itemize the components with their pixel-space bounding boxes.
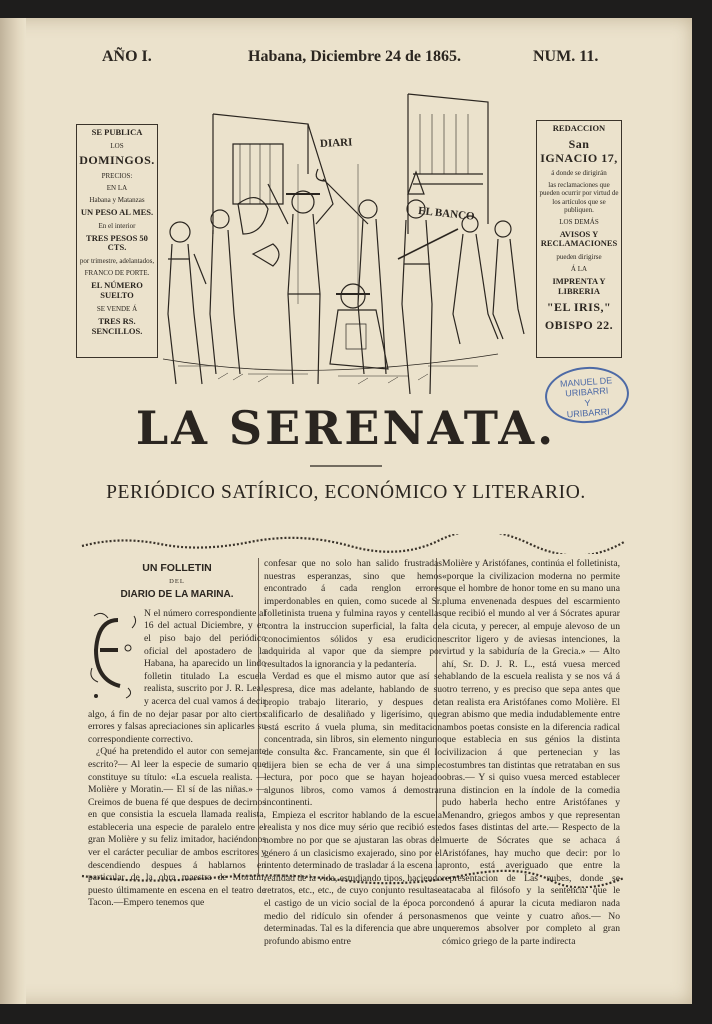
title-ornament: [310, 465, 382, 467]
column-3-text: [442, 558, 620, 948]
box-line: DOMINGOS.: [79, 152, 155, 167]
stamp-line-1: MANUEL DE URIBARRI: [559, 375, 613, 399]
column-2-text: [264, 558, 442, 948]
issue-number: NUM. 11.: [533, 48, 599, 65]
sign-banco: EL BANCO: [417, 204, 476, 223]
paragraph: ¿Qué ha pretendido el autor con semejante escrito?— Al leer la especie de sumario que constituye su título: «La escuela realista. —Molière y Moratin.— El sí de las niñas.» — Creimos de buena fé que despues de decirnos en que consistia la escuela llamada realista, estableceria una especie de paralelo entre el gran Molière y su feliz imitador, haciéndonos ver el carácter peculiar de ambos escritores y descendiendo despues á hablarnos en particular de la obra maestra de Moratin, puesto últimamente en escena en el teatro de Tacon.—Empero tenemos que: [88, 746, 266, 909]
article-column-1: [88, 558, 266, 910]
article-title: UN FOLLETIN: [142, 562, 212, 574]
box-line: pueden dirigirse: [556, 253, 602, 262]
masthead-title: LA SERENATA.: [135, 401, 557, 455]
box-line: OBISPO 22.: [544, 317, 614, 332]
box-line: EL NÚMERO SUELTO: [91, 280, 143, 300]
article-column-2: [264, 558, 442, 948]
box-line: AVISOS Y RECLAMACIONES: [540, 228, 618, 249]
box-line: IMPRENTA Y LIBRERIA: [552, 276, 606, 297]
article-column-3: [442, 558, 620, 948]
article-title-source: DIARIO DE LA MARINA.: [120, 589, 234, 601]
paragraph: Empieza el escritor hablando de la escuela realista y nos dice muy sério que recibió este nombre no por que se ajustaran las obras del género á un clasicismo exajerado, sino por el intento determinado de trasladar á la escena la realidad de la vida, estudiando tipos, haciendo retratos, etc., etc., de cuyo conjunto resultase el castigo de un vicio social de la época por medio del ridículo sin ofender á personas determinadas. Tal es la diferencia que abre un profundo abismo entre: [264, 809, 442, 947]
box-line: á donde se dirigirán: [551, 169, 607, 178]
box-line: LOS DEMÁS: [559, 217, 599, 226]
box-line: En el interior: [98, 221, 136, 230]
issue-year: AÑO I.: [102, 48, 152, 65]
box-line: Á LA: [570, 265, 588, 274]
issue-date: Habana, Diciembre 24 de 1865.: [248, 48, 462, 65]
ornamental-border-top: [80, 534, 626, 554]
box-line: TRES PESOS 50 CTS.: [86, 232, 148, 253]
box-line: PRECIOS:: [101, 171, 133, 180]
subscription-box: [76, 124, 158, 358]
serenade-illustration: [158, 84, 534, 414]
box-line: FRANCO DE PORTE.: [84, 269, 150, 278]
stamp-line-3: URIBARRI: [566, 406, 611, 420]
paragraph: N el número correspondiente al 16 del actual Diciembre, y en el piso bajo del periódico oficial del apostadero de la Habana, ha aparecido un lindo folletin titulado La escuela realista, suscrito por J. R. Leal, y acerca del cual vamos á decir algo, á fin de no dejar pasar por alto ciertos errores y falsas apreciaciones sin aplicarles su correspondiente correctivo.: [88, 607, 266, 745]
box-line: Habana y Matanzas: [89, 195, 145, 204]
box-line: las reclamaciones que pueden ocurrir por virtud de los artículos que se publiquen.: [539, 181, 619, 214]
article-title-connector: DEL: [169, 577, 185, 585]
paragraph: Verdad es que el mismo autor que así se espresa, dice mas adelante, hablando de su propio trabajo literario, y despues de calificarlo de desaliñado y ligerísimo, que está escrito á vuela pluma, sin meditacion concentrada, sin libros, sin elemento ninguno de consulta &c. Francamente, sin que él lo dijera bien se echa de ver á una simple lectura, por poco que se hayan hojeado algunos libros, como vamos á demostrar incontinenti.: [264, 671, 442, 809]
masthead-subtitle: PERIÓDICO SATÍRICO, ECONÓMICO Y LITERARIO.: [106, 482, 586, 503]
sign-diario: DIARI: [319, 136, 353, 151]
box-line: LOS: [110, 141, 124, 150]
newspaper-page: [0, 18, 692, 1004]
box-line: "EL IRIS,": [546, 299, 612, 314]
box-line: REDACCION: [552, 123, 606, 133]
decorative-initial-e: [88, 608, 140, 700]
book-spine-shadow: [0, 18, 26, 1004]
stamp-line-2: Y: [584, 397, 591, 408]
editorial-address-box: [536, 120, 622, 358]
box-line: UN PESO AL MES.: [80, 206, 154, 217]
box-line: SE VENDE Á: [96, 304, 138, 313]
box-line: por trimestre, adelantados,: [79, 257, 155, 266]
box-line: TRES RS. SENCILLOS.: [91, 315, 143, 336]
box-line: San IGNACIO 17,: [540, 136, 618, 165]
box-line: SE PUBLICA: [91, 127, 143, 137]
paragraph: Molière y Aristófanes, continúa el folletinista, «porque la civilizacion moderna no permite que el hombre de honor tome en su mano una pluma envenenada despues del escarmiento que recibió el mundo al ver á Sócrates apurar la cicuta, y perecer, al empuje alevoso de un escritor ligero y de aviesas intenciones, la virtud y la sabiduría de la Grecia.» — Alto ahí, Sr. D. J. R. L., está vuesa merced hablando de la escuela realista y se nos vá á otro terreno, y es preciso que sepa antes que tan realista era Aristófanes como Molière. El gran abismo que media indudablemente entre ambos poetas consiste en la diferencia radical que establecia en sus génios la distinta civilizacion á que pertenecian y las costumbres tan distintas que retrataban en sus obras.— Y si quiso vuesa merced establecer una distincion en la índole de la comedia pudo haberla hecho entre Aristófanes y Menandro, griegos ambos y que representan dos fases distintas del arte.— Respecto de la muerte de Sócrates que se achaca á Aristófanes, hay mucho que decir: por lo pronto, está averiguado que entre la representacion de Las nubes, donde se atacaba al filósofo y la sentencia que le condenó á apurar la cicuta mediaron nada menos que veinte y cuatro años.— No queremos absolver por completo al gran cómico griego de la parte indirecta: [442, 558, 620, 947]
paragraph: confesar que no solo han salido frustradas nuestras esperanzas, sino que hemos encontrado á cada renglon errores imperdonables en quien, como sucede al Sr. folletinista truena y fulmina rayos y centellas contra la instruccion superficial, la falta de conocimientos sólidos y esa erudicion adquirida al vapor que da siempre por resultados la ignorancia y la pedantería.: [264, 558, 442, 670]
box-line: EN LA: [106, 183, 128, 192]
